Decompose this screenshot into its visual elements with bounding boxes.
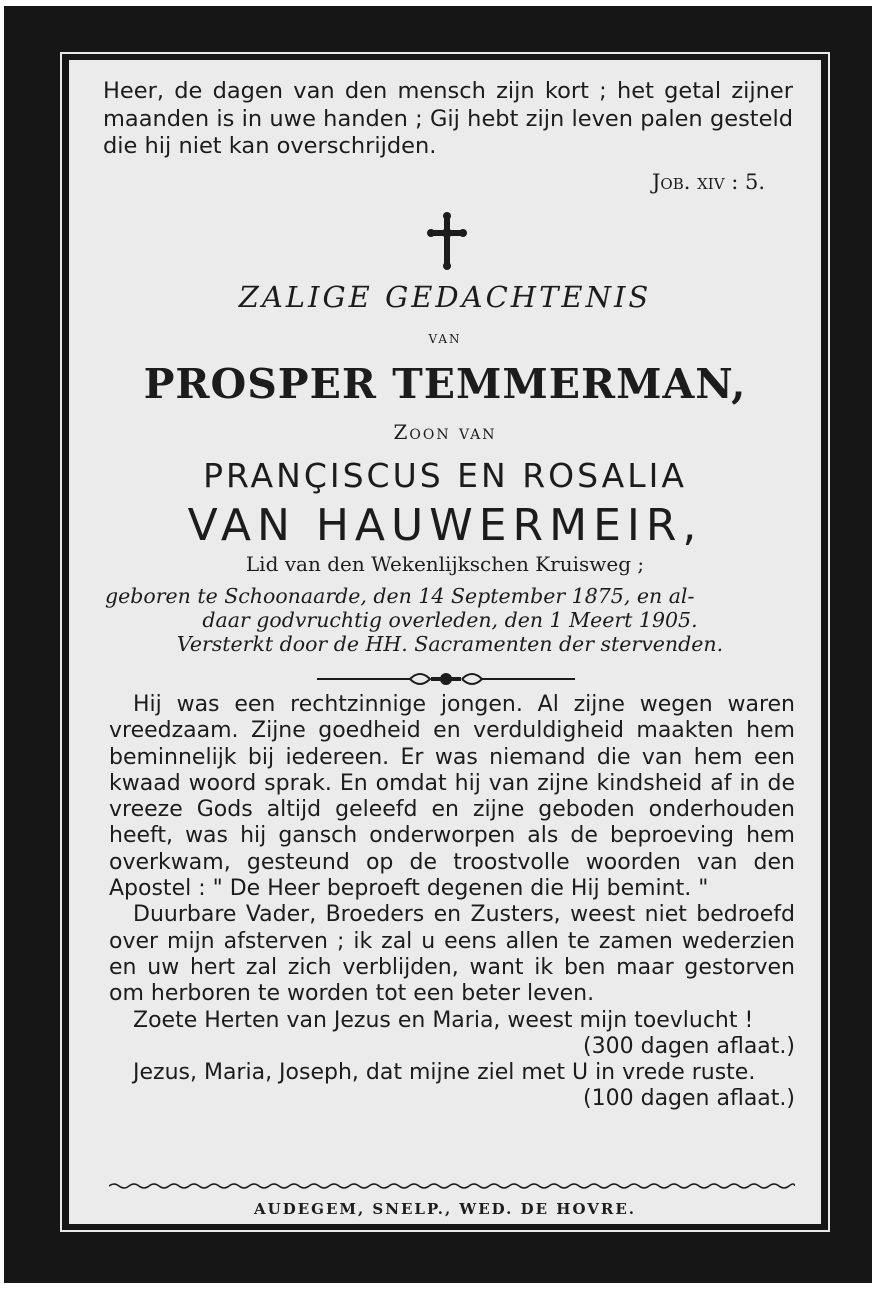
- memorial-title: ZALIGE GEDACHTENIS: [238, 280, 652, 314]
- membership-line: Lid van den Wekenlijkschen Kruisweg ;: [245, 552, 645, 576]
- farewell-paragraph: Duurbare Vader, Broeders en Zusters, weest niet bedroefd over mijn afsterven ; ik zal u eens allen te zamen wederzien en uw hert zal zich verblijden, want ik ben maar gestorven om herboren te worden tot een beter leven.: [109, 902, 795, 1007]
- deceased-name: PROSPER TEMMERMAN,: [143, 360, 747, 408]
- ornate-cross-icon: [427, 212, 467, 270]
- life-paragraph: Hij was een rechtzinnige jongen. Al zijne wegen waren vreedzaam. Zijne goedheid en verduldigheid maakten hem beminnelijk bij iedereen. Er was niemand die van hem een kwaad woord sprak. En omdat hij van zijne kindsheid af in de vreeze Gods altijd geleefd en zijne geboden onderhouden heeft, was hij gansch onderworpen als de beproeving hem overkwam, gesteund op de troostvolle woorden van den Apostel : " De Heer beproeft degenen die Hij bemint. ": [109, 692, 795, 902]
- indulgence-300: (300 dagen aflaat.): [583, 1033, 795, 1059]
- son-of-label: Zoon van: [393, 420, 497, 444]
- prayer-sacred-hearts: [109, 1008, 795, 1034]
- birth-line: geboren te Schoonaarde, den 14 September 1875, en al-: [105, 584, 695, 608]
- prayer-sacred-hearts-indulgence-row: [109, 1034, 795, 1060]
- prayer-sacred-hearts-text: Zoete Herten van Jezus en Maria, weest mijn toevlucht !: [133, 1007, 754, 1033]
- card-panel: [69, 60, 821, 1224]
- prayer-holy-family-text: Jezus, Maria, Joseph, dat mijne ziel met U in vrede ruste.: [133, 1060, 756, 1086]
- indulgence-100: (100 dagen aflaat.): [583, 1086, 795, 1112]
- parents-first-names: PRANÇISCUS EN ROSALIA: [203, 456, 687, 495]
- sacraments-line: Versterkt door de HH. Sacramenten der stervenden.: [176, 632, 724, 656]
- death-line: daar godvruchtig overleden, den 1 Meert 1905.: [202, 608, 698, 632]
- printer-imprint: AUDEGEM, SNELP., WED. DE HOVRE.: [253, 1200, 637, 1218]
- prayer-holy-family-indulgence-row: [109, 1086, 795, 1112]
- verse-reference: Job. xiv : 5.: [652, 170, 765, 194]
- footer-wavy-rule: [109, 1182, 795, 1190]
- memorial-card: [4, 6, 872, 1283]
- prayer-holy-family: [109, 1060, 795, 1086]
- bible-verse: Heer, de dagen van den mensch zijn kort ; het getal zijner maanden is in uwe handen ; Gij hebt zijn leven palen gesteld die hij niet kan overschrijden.: [103, 78, 793, 159]
- van-label: van: [428, 328, 462, 348]
- divider-ornament: [315, 666, 577, 692]
- birth-death-details: [105, 584, 795, 656]
- main-text: [109, 692, 795, 1113]
- parents-surname: VAN HAUWERMEIR,: [187, 500, 703, 551]
